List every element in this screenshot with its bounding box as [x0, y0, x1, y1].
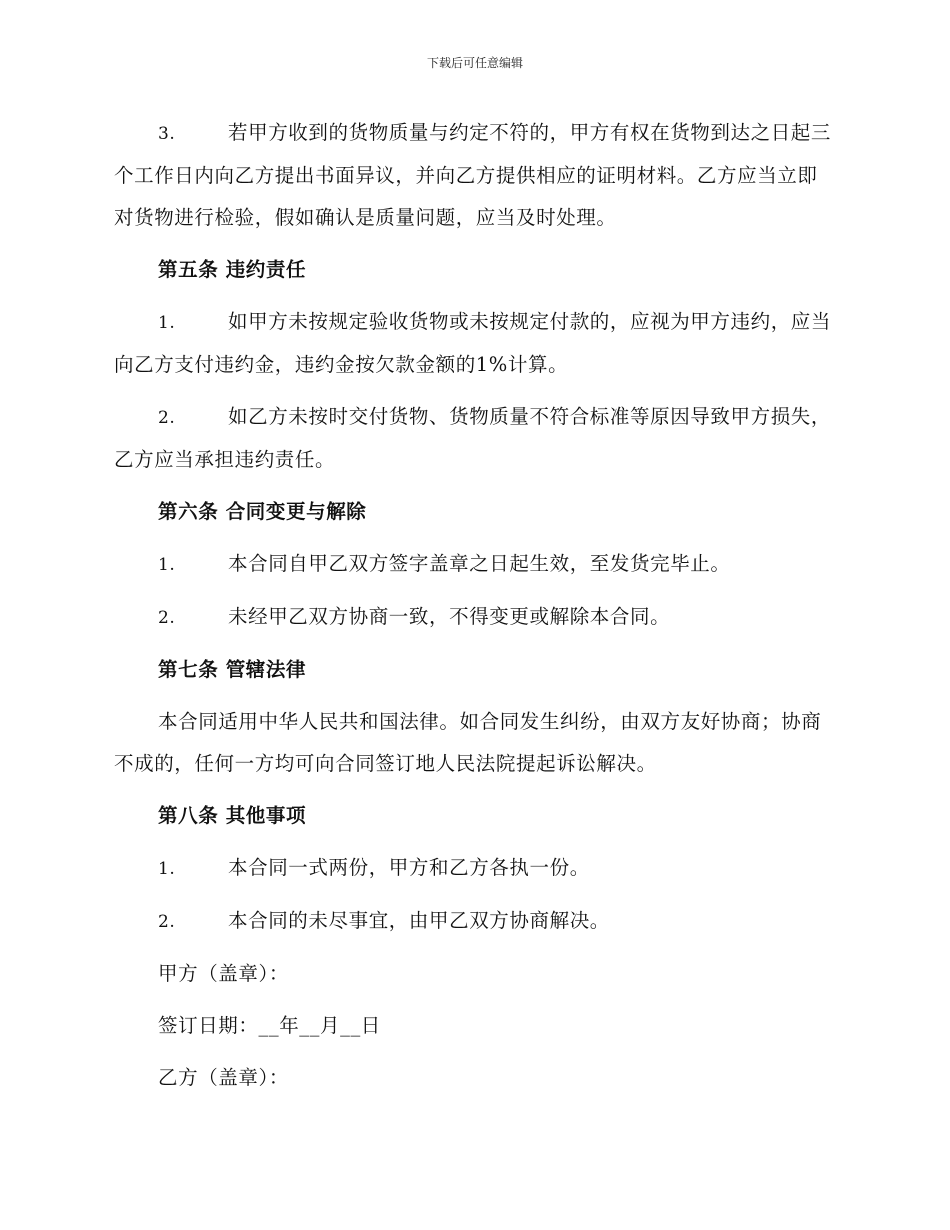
item-text: 本合同自甲乙双方签字盖章之日起生效，至发货完毕止。 [228, 552, 731, 575]
item-text: 本合同的未尽事宜，由甲乙双方协商解决。 [228, 909, 610, 932]
item-number: 1. [158, 555, 176, 575]
item-number: 1. [158, 313, 176, 333]
item-text: 如乙方未按时交付货物、货物质量不符合标准等原因导致甲方损失，乙方应当承担违约责任。 [114, 405, 832, 471]
article-5-item-1 [114, 301, 836, 386]
document-body [114, 112, 836, 1109]
item-number: 1. [158, 859, 176, 879]
item-number: 3. [158, 124, 176, 144]
article-6-item-2 [114, 596, 836, 639]
article-5-title: 第五条 违约责任 [158, 258, 307, 281]
article-8-item-2 [114, 900, 836, 943]
party-b-seal: 乙方（盖章）： [158, 1066, 289, 1089]
item-number: 2. [158, 408, 176, 428]
article-8-item-1 [114, 847, 836, 890]
item-text: 未经甲乙双方协商一致，不得变更或解除本合同。 [228, 605, 671, 628]
item-text: 若甲方收到的货物质量与约定不符的，甲方有权在货物到达之日起三个工作日内向乙方提出书面异议，并向乙方提供相应的证明材料。乙方应当立即对货物进行检验，假如确认是质量问题，应当及时处理。 [114, 121, 832, 229]
article-5-item-2 [114, 396, 836, 481]
item-number: 2. [158, 912, 176, 932]
article-7-text: 本合同适用中华人民共和国法律。如合同发生纠纷，由双方友好协商；协商不成的，任何一方均可向合同签订地人民法院提起诉讼解决。 [114, 710, 822, 775]
article-6-title: 第六条 合同变更与解除 [158, 500, 367, 523]
item-text: 本合同一式两份，甲方和乙方各执一份。 [228, 856, 590, 879]
article-6-item-1 [114, 543, 836, 586]
page-header: 下载后可任意编辑 [426, 56, 523, 70]
clause-4-item-3 [114, 112, 836, 239]
item-text: 如甲方未按规定验收货物或未按规定付款的，应视为甲方违约，应当向乙方支付违约金，违约金按欠款金额的1%计算。 [114, 310, 832, 376]
signing-date: 签订日期：__年__月__日 [158, 1014, 381, 1037]
party-a-seal: 甲方（盖章）： [158, 962, 289, 985]
article-7-title: 第七条 管辖法律 [158, 658, 307, 681]
article-8-title: 第八条 其他事项 [158, 804, 307, 827]
item-number: 2. [158, 608, 176, 628]
